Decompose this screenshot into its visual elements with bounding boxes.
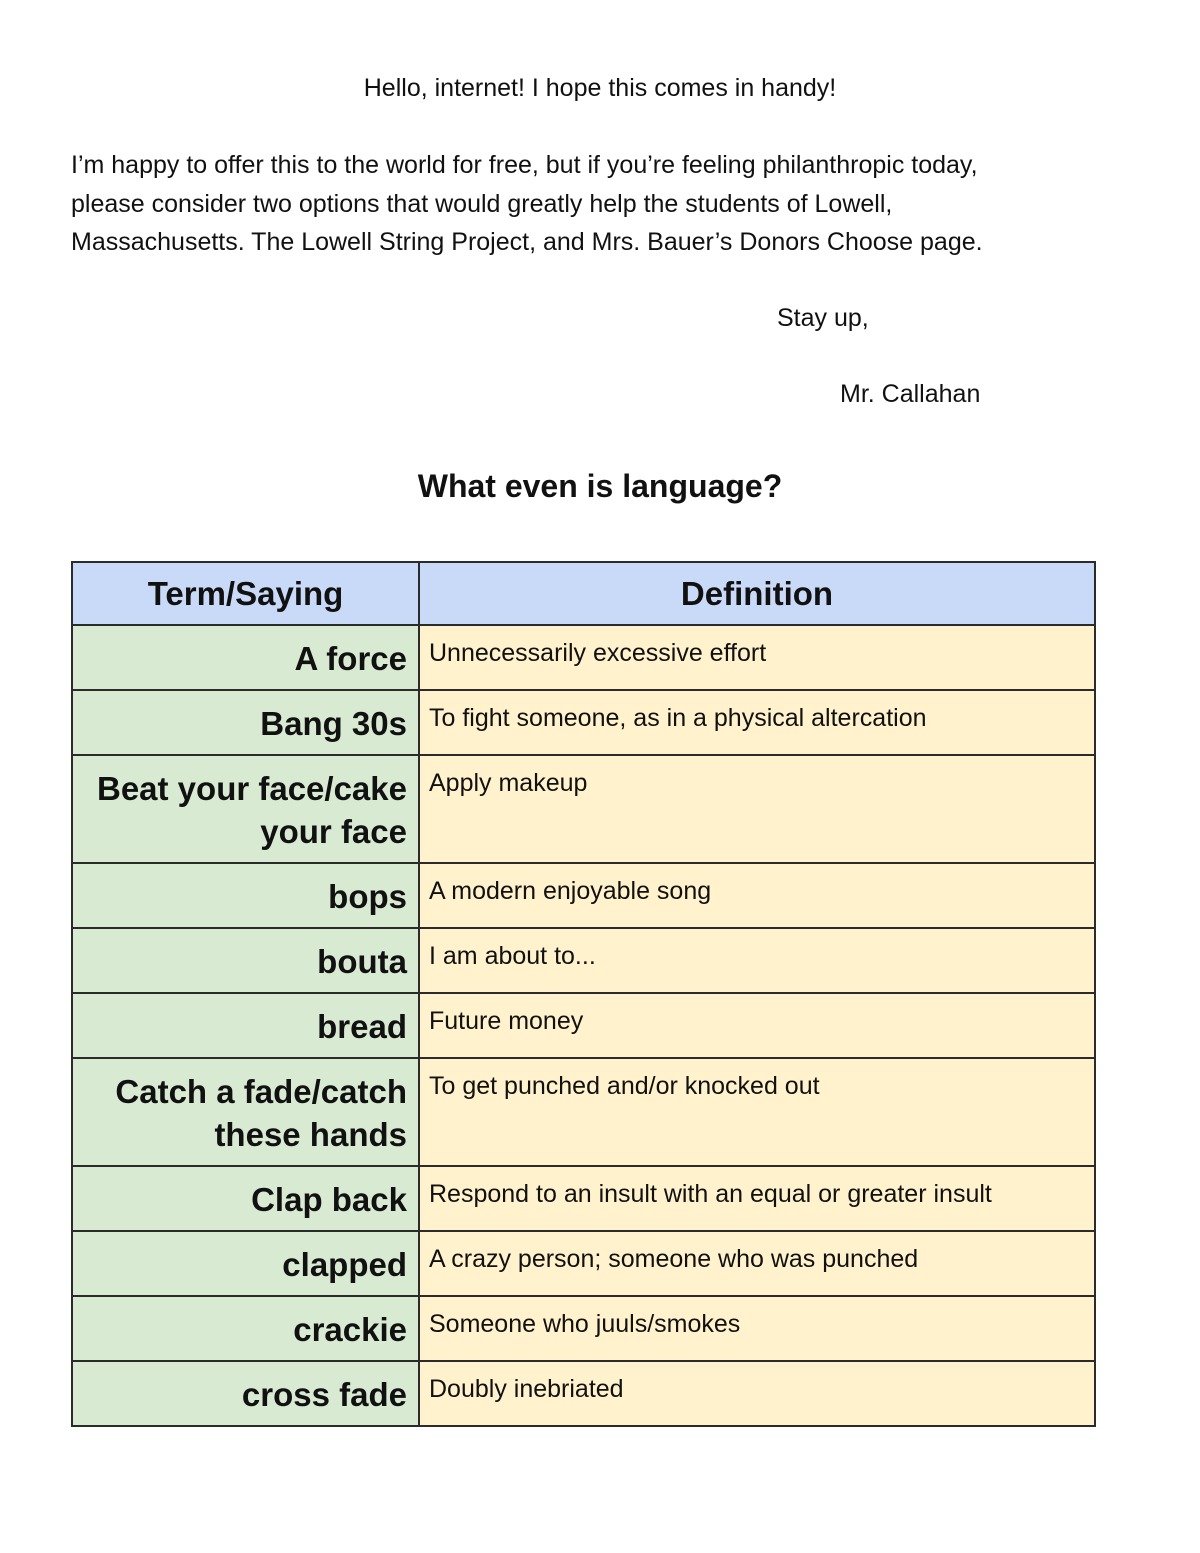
table-row xyxy=(72,1361,1095,1426)
intro-line: I’m happy to offer this to the world for free, but if you’re feeling philanthropic today, xyxy=(71,151,978,179)
page-title: What even is language? xyxy=(417,468,783,504)
term-cell: bops xyxy=(72,863,419,928)
term-cell: A force xyxy=(72,625,419,690)
signature-text: Mr. Callahan xyxy=(840,380,981,408)
term-cell: clapped xyxy=(72,1231,419,1296)
table-row xyxy=(72,1058,1095,1166)
glossary-table xyxy=(71,561,1096,1427)
definition-cell: Respond to an insult with an equal or greater insult xyxy=(419,1166,1095,1231)
term-cell: Beat your face/cake your face xyxy=(72,755,419,863)
greeting-text: Hello, internet! I hope this comes in handy! xyxy=(363,74,837,102)
table-header-row xyxy=(72,562,1095,625)
term-cell: crackie xyxy=(72,1296,419,1361)
definition-cell: A crazy person; someone who was punched xyxy=(419,1231,1095,1296)
table-row xyxy=(72,1296,1095,1361)
table-row xyxy=(72,755,1095,863)
definition-cell: Someone who juuls/smokes xyxy=(419,1296,1095,1361)
table-row xyxy=(72,690,1095,755)
header-definition: Definition xyxy=(419,562,1095,625)
definition-cell: A modern enjoyable song xyxy=(419,863,1095,928)
term-cell: Catch a fade/catch these hands xyxy=(72,1058,419,1166)
table-row xyxy=(72,928,1095,993)
header-term: Term/Saying xyxy=(72,562,419,625)
table-row xyxy=(72,625,1095,690)
table-row xyxy=(72,1166,1095,1231)
definition-cell: Doubly inebriated xyxy=(419,1361,1095,1426)
definition-cell: I am about to... xyxy=(419,928,1095,993)
definition-cell: Unnecessarily excessive effort xyxy=(419,625,1095,690)
intro-line: Massachusetts. The Lowell String Project, and Mrs. Bauer’s Donors Choose page. xyxy=(71,228,983,256)
table-row xyxy=(72,863,1095,928)
definition-cell: To fight someone, as in a physical altercation xyxy=(419,690,1095,755)
term-cell: bread xyxy=(72,993,419,1058)
table-row xyxy=(72,993,1095,1058)
table-row xyxy=(72,1231,1095,1296)
definition-cell: To get punched and/or knocked out xyxy=(419,1058,1095,1166)
definition-cell: Apply makeup xyxy=(419,755,1095,863)
term-cell: bouta xyxy=(72,928,419,993)
signoff-text: Stay up, xyxy=(777,304,869,332)
intro-line: please consider two options that would greatly help the students of Lowell, xyxy=(71,189,893,218)
term-cell: Clap back xyxy=(72,1166,419,1231)
intro-paragraph xyxy=(71,146,1111,262)
term-cell: Bang 30s xyxy=(72,690,419,755)
definition-cell: Future money xyxy=(419,993,1095,1058)
term-cell: cross fade xyxy=(72,1361,419,1426)
